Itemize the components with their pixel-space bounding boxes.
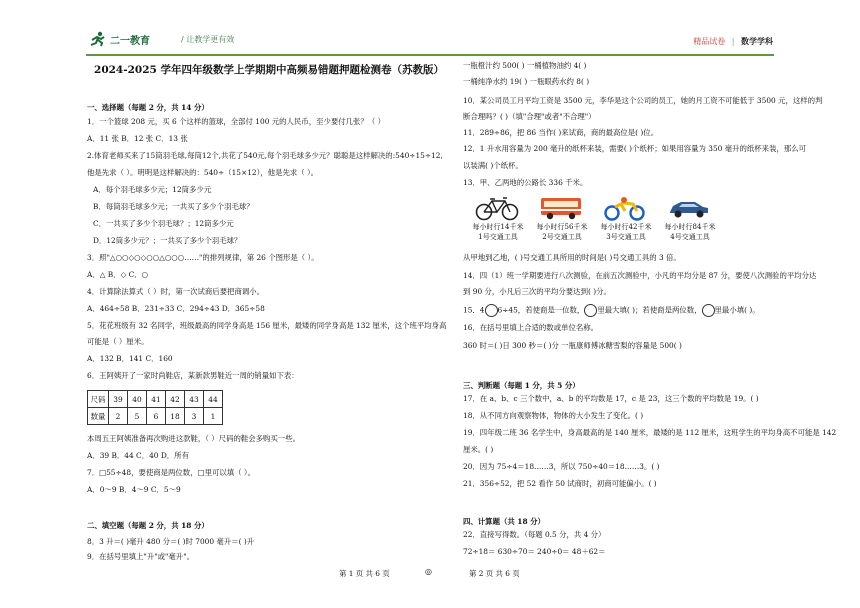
vehicle-1 [467, 195, 525, 245]
tag-separator: | [731, 37, 735, 46]
table-header: 尺码 [88, 391, 109, 408]
quality-tag: 精品试卷 [693, 37, 726, 46]
answer-options: A．11 张 B．12 张 C．13 张 [87, 134, 188, 143]
question-text: 6÷45，若使商是一位数， [497, 305, 585, 315]
question-text: 20．因为 75÷4＝18……3，所以 750÷40＝18……3。( ) [463, 462, 660, 471]
question-text: 断合理吗？( )（填"合理"或者"不合理"） [463, 112, 596, 121]
blank-circle [702, 304, 715, 317]
answer-options: A．39 B．44 C．40 D．所有 [87, 451, 189, 460]
table-cell: 18 [166, 408, 185, 425]
question-text: 一桶纯净水约 19( ) 一瓶眼药水约 8( ) [463, 77, 590, 86]
table-cell: 42 [166, 391, 185, 408]
question-text: 2.体育老师买来了15筒羽毛球,每筒12个,共花了540元,每个羽毛球多少元？聪聪是这样解决的:540÷15÷12, [87, 151, 443, 160]
vehicle-speed: 每小时行84千米 [664, 223, 716, 231]
table-cell: 41 [147, 391, 166, 408]
answer-options: A．△ B．◇ C．○ [87, 270, 149, 279]
table-cell: 5 [128, 408, 147, 425]
question-text: 19．四年级二班 36 名学生中，身高最高的是 140 厘米，最矮的是 112 厘米，这班学生的平均身高不可能是 142 [463, 428, 837, 437]
section-heading: 四、计算题（共 18 分） [463, 517, 545, 526]
question-15 [463, 304, 760, 317]
section-heading: 一、选择题（每题 2 分，共 14 分） [87, 103, 209, 112]
question-text: 12．1 升水用容量为 200 毫升的纸杯来装，需要( )个纸杯；如果用容量为 350 毫升的纸杯来装，那么可 [463, 144, 807, 153]
question-text: 15．4 [463, 305, 485, 315]
vehicle-label: 1号交通工具 [478, 233, 518, 241]
vehicle-2 [531, 195, 589, 245]
table-cell: 3 [185, 408, 204, 425]
question-text: 11．289÷86，把 86 当作( )来试商，商的最高位是( )位。 [463, 128, 659, 137]
answer-options: A．464÷58 B．231÷33 C．294÷43 D．365÷58 [87, 304, 265, 313]
question-text: 4．计算除法算式（ ）时，第一次试商后要把商调小。 [87, 287, 265, 296]
vehicle-speed: 每小时行14千米 [472, 223, 524, 231]
section-heading: 三、判断题（每题 1 分，共 5 分） [463, 381, 580, 390]
question-text: 6．王阿姨开了一家时尚鞋店，某新款男鞋近一周的销量如下表： [87, 371, 299, 380]
question-text: 厘米。( ) [463, 445, 494, 454]
table-cell: 2 [109, 408, 128, 425]
question-text: 8．3 升＝( )毫升 480 分＝( )时 7000 毫升＝( )升 [87, 537, 255, 546]
question-text: 13．甲、乙两地的公路长 336 千米。 [463, 178, 588, 187]
question-text: 17．在 a、b、c 三个数中，a、b 的平均数是 17，c 是 23，这三个数的平均数是 19。( ) [463, 394, 759, 403]
subject-tag: 数学学科 [741, 37, 773, 46]
table-row [88, 408, 223, 425]
answer-option: D．12筒多少元？；一共买了多少个羽毛球？ [93, 236, 242, 245]
question-text: 7．□55÷48，要使商是两位数，□里可以填（ ）。 [87, 468, 255, 477]
blank-circle [584, 304, 597, 317]
header-divider [86, 54, 774, 56]
vehicle-label: 3号交通工具 [606, 233, 646, 241]
binding-mark: ◎ [425, 567, 432, 576]
sales-table [87, 390, 223, 425]
answer-options: A．132 B．141 C．160 [87, 354, 173, 363]
question-text: 从甲地到乙地，( )号交通工具所用的时间是( )号交通工具的 3 倍。 [463, 253, 681, 262]
question-text: 18．从不同方向观察物体，物体的大小发生了变化。( ) [463, 411, 644, 420]
car-icon [667, 195, 711, 221]
vehicle-label: 2号交通工具 [542, 233, 582, 241]
vehicle-label: 4号交通工具 [670, 233, 710, 241]
question-text: 5．花花班级有 32 名同学，班级最高的同学身高是 156 厘米，最矮的同学身高是 132 厘米，这个班平均身高 [87, 321, 447, 330]
question-text: 21．356÷52，把 52 看作 50 试商时，初商可能偏小。( ) [463, 479, 657, 488]
header-tags [693, 36, 773, 47]
question-text: 16．在括号里填上合适的数或单位名称。 [463, 323, 599, 332]
vehicle-speed: 每小时行56千米 [536, 223, 588, 231]
brand-slogan: / 让教学更有效 [181, 35, 235, 44]
table-cell: 1 [204, 408, 223, 425]
question-text: 9．在括号里填上"升"或"毫升"。 [87, 552, 194, 561]
question-text: 里最大填( )；若使商是两位数， [597, 305, 702, 315]
question-text: 1．一个篮球 208 元，买 6 个这样的篮球，全部付 100 元的人民币，至少要付几张？（ ） [87, 117, 385, 126]
bicycle-icon [475, 195, 519, 221]
brand-name: 二一教育 [110, 36, 150, 47]
bus-icon [539, 195, 583, 221]
question-text: 3．照"△○○◇○◇○○△○○○……"的排列规律，第 26 个图形是（ ）。 [87, 253, 319, 262]
table-row [88, 391, 223, 408]
table-header: 数量 [88, 408, 109, 425]
table-cell: 44 [204, 391, 223, 408]
answer-option: B．每筒羽毛球多少元；一共买了多少个羽毛球？ [93, 202, 254, 211]
question-text: 本周五王阿姨准备再次购进这款鞋，（ ）尺码的鞋会多购买一些。 [87, 434, 300, 443]
question-text: 14．四（1）班一学期要进行八次测验，在前五次测验中，小凡的平均分是 87 分，要使八次测验的平均分达 [463, 271, 817, 280]
exam-title: 2024-2025 学年四年级数学上学期期中高频易错题押题检测卷（苏教版） [94, 64, 444, 76]
brand-logo [88, 31, 178, 49]
section-heading: 二、填空题（每题 2 分，共 18 分） [87, 521, 209, 530]
table-cell: 39 [109, 391, 128, 408]
vehicle-figure [467, 195, 787, 245]
question-text: 360 时＝( )日 300 秒＝( )分 一瓶康师傅冰糖雪梨的容量是 500( ) [463, 341, 682, 350]
table-cell: 43 [185, 391, 204, 408]
question-text: 以装满( )个纸杯。 [463, 161, 523, 170]
runner-icon [88, 31, 108, 47]
question-text: 里最小填( )。 [714, 305, 760, 315]
question-text: 他是先求（ ）。明明是这样解决的：540÷（15×12），他是先求（ ）。 [87, 168, 319, 177]
table-cell: 40 [128, 391, 147, 408]
blank-circle [485, 304, 498, 317]
question-text: 一瓶橙汁约 500( ) 一桶植物油约 4( ) [463, 61, 587, 70]
question-text: 10．某公司员工月平均工资是 3500 元，李华是这个公司的员工，她的月工资不可能低于 3500 元，这样的判 [463, 96, 823, 105]
motorcycle-icon [603, 195, 647, 221]
page-number-left: 第 1 页 共 6 页 [339, 569, 390, 578]
question-text: 72÷18＝ 630÷70＝ 240÷0＝ 48＋62＝ [463, 547, 606, 556]
vehicle-speed: 每小时行42千米 [600, 223, 652, 231]
answer-options: A．0～9 B．4～9 C．5～9 [87, 485, 181, 494]
question-text: 22．直接写得数。（每题 0.5 分，共 4 分） [463, 530, 606, 539]
page-header [0, 0, 860, 62]
question-text: 可能是（ ）厘米。 [87, 337, 149, 346]
vehicle-3 [595, 195, 653, 245]
page-number-right: 第 2 页 共 6 页 [469, 569, 520, 578]
table-cell: 6 [147, 408, 166, 425]
answer-option: C．一共买了多少个羽毛球？；12筒多少元 [93, 219, 234, 228]
answer-option: A．每个羽毛球多少元；12筒多少元 [93, 185, 212, 194]
question-text: 到 90 分，小凡后三次的平均分要达到( )分。 [463, 287, 611, 296]
vehicle-4 [659, 195, 717, 245]
